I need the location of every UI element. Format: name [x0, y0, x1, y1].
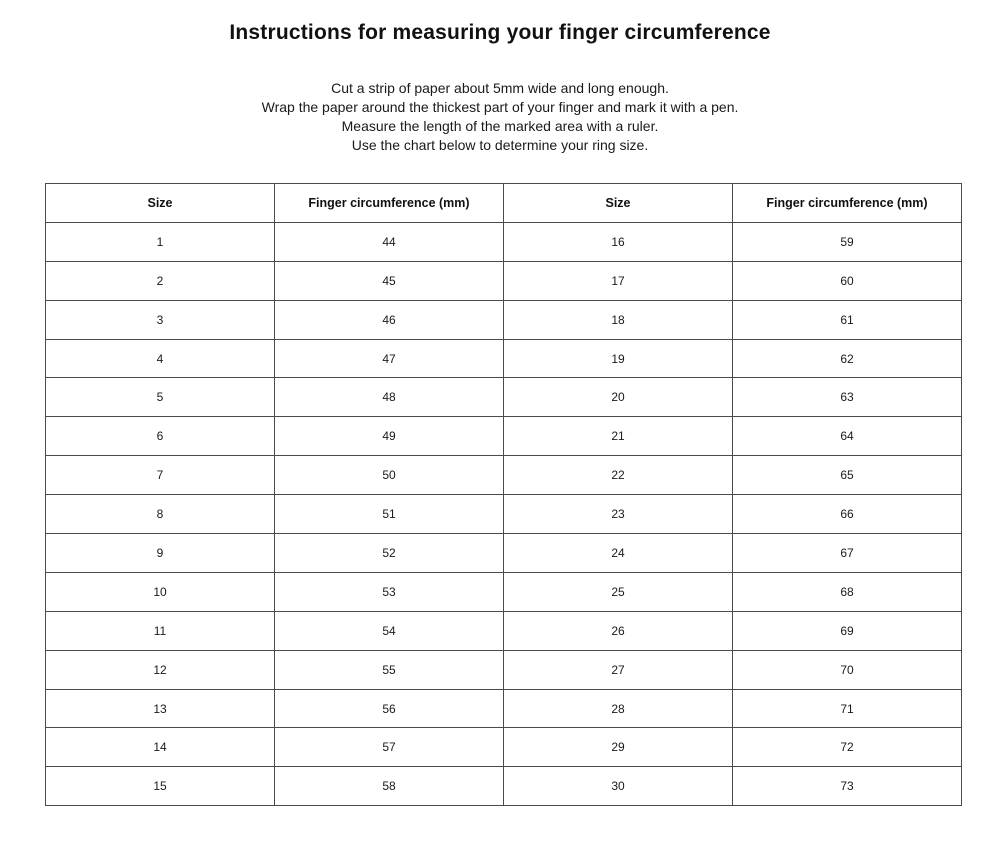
table-cell: 68 [733, 572, 962, 611]
table-row [46, 534, 962, 573]
table-cell: 54 [275, 611, 504, 650]
table-cell: 13 [46, 689, 275, 728]
table-cell: 9 [46, 534, 275, 573]
table-cell: 63 [733, 378, 962, 417]
table-cell: 71 [733, 689, 962, 728]
table-cell: 29 [504, 728, 733, 767]
table-cell: 44 [275, 222, 504, 261]
table-cell: 46 [275, 300, 504, 339]
table-cell: 28 [504, 689, 733, 728]
table-cell: 24 [504, 534, 733, 573]
table-row [46, 300, 962, 339]
table-cell: 65 [733, 456, 962, 495]
table-row [46, 339, 962, 378]
table-cell: 48 [275, 378, 504, 417]
table-cell: 61 [733, 300, 962, 339]
table-cell: 27 [504, 650, 733, 689]
table-row [46, 689, 962, 728]
table-cell: 14 [46, 728, 275, 767]
table-cell: 26 [504, 611, 733, 650]
column-header-circumference-left: Finger circumference (mm) [275, 184, 504, 223]
table-cell: 10 [46, 572, 275, 611]
table-body [46, 222, 962, 805]
table-cell: 66 [733, 495, 962, 534]
table-cell: 45 [275, 261, 504, 300]
instruction-line-2: Wrap the paper around the thickest part of your finger and mark it with a pen. [261, 99, 739, 115]
table-cell: 69 [733, 611, 962, 650]
table-cell: 17 [504, 261, 733, 300]
table-cell: 19 [504, 339, 733, 378]
table-cell: 22 [504, 456, 733, 495]
table-row [46, 261, 962, 300]
table-cell: 20 [504, 378, 733, 417]
table-cell: 64 [733, 417, 962, 456]
table-cell: 60 [733, 261, 962, 300]
table-cell: 62 [733, 339, 962, 378]
table-cell: 3 [46, 300, 275, 339]
instruction-list [0, 79, 1000, 155]
table-cell: 73 [733, 767, 962, 806]
table-cell: 12 [46, 650, 275, 689]
table-cell: 5 [46, 378, 275, 417]
ring-size-table [45, 183, 962, 806]
table-row [46, 456, 962, 495]
table-cell: 30 [504, 767, 733, 806]
table-row [46, 378, 962, 417]
table-cell: 58 [275, 767, 504, 806]
table-cell: 2 [46, 261, 275, 300]
table-cell: 52 [275, 534, 504, 573]
table-cell: 11 [46, 611, 275, 650]
table-cell: 72 [733, 728, 962, 767]
table-cell: 21 [504, 417, 733, 456]
table-cell: 70 [733, 650, 962, 689]
column-header-circumference-right: Finger circumference (mm) [733, 184, 962, 223]
column-header-size-right: Size [504, 184, 733, 223]
table-cell: 67 [733, 534, 962, 573]
instruction-line-4: Use the chart below to determine your ring size. [351, 137, 649, 153]
table-cell: 23 [504, 495, 733, 534]
table-cell: 59 [733, 222, 962, 261]
table-cell: 1 [46, 222, 275, 261]
table-cell: 51 [275, 495, 504, 534]
table-cell: 4 [46, 339, 275, 378]
table-cell: 55 [275, 650, 504, 689]
table-row [46, 222, 962, 261]
table-row [46, 611, 962, 650]
table-cell: 7 [46, 456, 275, 495]
table-header-row [46, 184, 962, 223]
table-cell: 15 [46, 767, 275, 806]
table-cell: 50 [275, 456, 504, 495]
column-header-size-left: Size [46, 184, 275, 223]
table-cell: 6 [46, 417, 275, 456]
table-row [46, 417, 962, 456]
table-row [46, 728, 962, 767]
instruction-line-3: Measure the length of the marked area with a ruler. [341, 118, 659, 134]
table-cell: 8 [46, 495, 275, 534]
page-title: Instructions for measuring your finger circumference [229, 21, 771, 44]
table-row [46, 650, 962, 689]
table-cell: 25 [504, 572, 733, 611]
table-row [46, 767, 962, 806]
table-row [46, 495, 962, 534]
table-cell: 16 [504, 222, 733, 261]
table-cell: 49 [275, 417, 504, 456]
table-cell: 53 [275, 572, 504, 611]
table-cell: 18 [504, 300, 733, 339]
table-cell: 47 [275, 339, 504, 378]
table-cell: 56 [275, 689, 504, 728]
instruction-line-1: Cut a strip of paper about 5mm wide and long enough. [331, 80, 669, 96]
table-row [46, 572, 962, 611]
table-cell: 57 [275, 728, 504, 767]
